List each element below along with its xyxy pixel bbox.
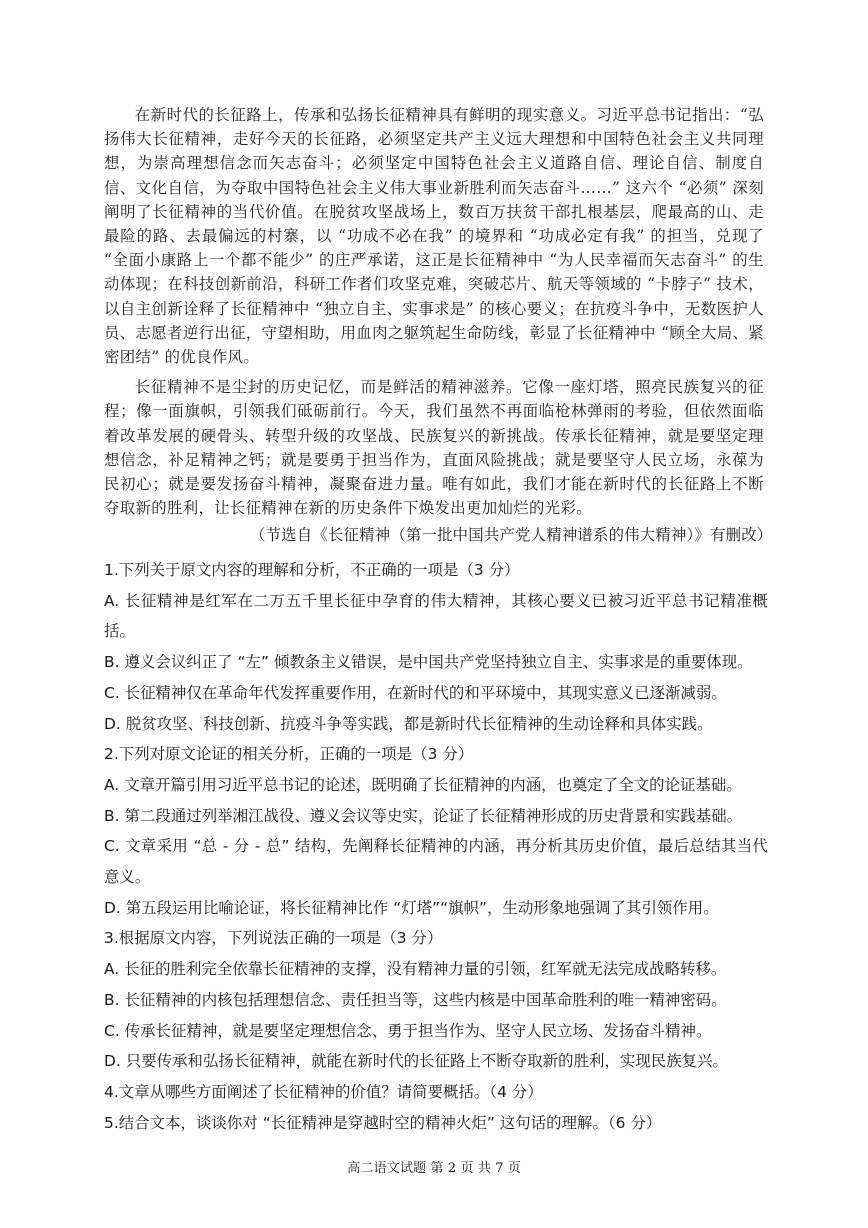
question-list [104, 555, 768, 1138]
question-3 [104, 923, 768, 1077]
question-2 [104, 739, 768, 923]
reading-passage [104, 103, 764, 520]
question-2-option-a: A. 文章开篇引用习近平总书记的论述，既明确了长征精神的内涵，也奠定了全文的论证基础。 [104, 775, 742, 794]
question-4-stem: 4.文章从哪些方面阐述了长征精神的价值？请简要概括。（4 分） [104, 1082, 543, 1101]
question-1-option-d: D. 脱贫攻坚、科技创新、抗疫斗争等实践，都是新时代长征精神的生动诠释和具体实践。 [104, 714, 713, 733]
passage-paragraph-2: 长征精神不是尘封的历史记忆，而是鲜活的精神滋养。它像一座灯塔，照亮民族复兴的征程；像一面旗帜，引领我们砥砺前行。今天，我们虽然不再面临枪林弹雨的考验，但依然面临着改革发展的硬骨头、转型升级的攻坚战、民族复兴的新挑战。传承长征精神，就是要坚定理想信念，补足精神之钙；就是要勇于担当作为，直面风险挑战；就是要坚守人民立场，永葆为民初心；就是要发扬奋斗精神，凝聚奋进力量。唯有如此，我们才能在新时代的长征路上不断夺取新的胜利，让长征精神在新的历史条件下焕发出更加灿烂的光彩。 [104, 378, 764, 518]
passage-paragraph-1: 在新时代的长征路上，传承和弘扬长征精神具有鲜明的现实意义。习近平总书记指出：“弘扬伟大长征精神，走好今天的长征路，必须坚定共产主义远大理想和中国特色社会主义共同理想，为崇高理想信念而矢志奋斗；必须坚定中国特色社会主义道路自信、理论自信、制度自信、文化自信，为夺取中国特色社会主义伟大事业新胜利而矢志奋斗……” 这六个 “必须” 深刻阐明了长征精神的当代价值。在脱贫攻坚战场上，数百万扶贫干部扎根基层，爬最高的山、走最险的路、去最偏远的村寨，以 “功成不必在我” 的境界和 “功成必定有我” 的担当，兑现了 “全面小康路上一个都不能少” 的庄严承诺，这正是长征精神中 “为人民幸福而矢志奋斗” 的生动体现；在科技创新前沿，科研工作者们攻坚克难，突破芯片、航天等领域的 “卡脖子” 技术，以自主创新诠释了长征精神中 “独立自主、实事求是” 的核心要义；在抗疫斗争中，无数医护人员、志愿者逆行出征，守望相助，用血肉之躯筑起生命防线，彰显了长征精神中 “顾全大局、紧密团结” 的优良作风。 [104, 106, 764, 367]
question-1-option-b: B. 遵义会议纠正了 “左” 倾教条主义错误，是中国共产党坚持独立自主、实事求是的重要体现。 [104, 653, 753, 672]
question-3-option-b: B. 长征精神的内核包括理想信念、责任担当等，这些内核是中国革命胜利的唯一精神密码。 [104, 990, 727, 1009]
page-footer: 高二语文试题 第 2 页 共 7 页 [347, 1161, 521, 1176]
question-3-option-c: C. 传承长征精神，就是要坚定理想信念、勇于担当作为、坚守人民立场、发扬奋斗精神。 [104, 1021, 712, 1040]
question-5 [104, 1108, 768, 1139]
question-2-option-d: D. 第五段运用比喻论证，将长征精神比作 “灯塔”“旗帜”，生动形象地强调了其引领作用。 [104, 898, 719, 917]
question-3-option-a: A. 长征的胜利完全依靠长征精神的支撑，没有精神力量的引领，红军就无法完成战略转移。 [104, 960, 727, 979]
question-5-stem: 5.结合文本，谈谈你对 “长征精神是穿越时空的精神火炬” 这句话的理解。（6 分） [104, 1113, 662, 1132]
question-1-stem: 1.下列关于原文内容的理解和分析，不正确的一项是（3 分） [104, 561, 520, 579]
source-note: （节选自《长征精神（第一批中国共产党人精神谱系的伟大精神）》有删改） [250, 526, 773, 544]
question-1-option-c: C. 长征精神仅在革命年代发挥重要作用，在新时代的和平环境中，其现实意义已逐渐减弱。 [104, 683, 727, 702]
question-1-option-a: A. 长征精神是红军在二万五千里长征中孕育的伟大精神，其核心要义已被习近平总书记精准概括。 [104, 591, 768, 641]
question-3-option-d: D. 只要传承和弘扬长征精神，就能在新时代的长征路上不断夺取新的胜利，实现民族复兴。 [104, 1052, 728, 1071]
question-1 [104, 555, 768, 739]
question-4 [104, 1077, 768, 1108]
question-2-option-b: B. 第二段通过列举湘江战役、遵义会议等史实，论证了长征精神形成的历史背景和实践基础。 [104, 806, 743, 825]
question-3-stem: 3.根据原文内容，下列说法正确的一项是（3 分） [104, 929, 443, 948]
question-2-option-c: C. 文章采用 “总 - 分 - 总” 结构，先阐释长征精神的内涵，再分析其历史价值，最后总结其当代意义。 [104, 837, 768, 887]
question-2-stem: 2.下列对原文论证的相关分析，正确的一项是（3 分） [104, 745, 474, 764]
